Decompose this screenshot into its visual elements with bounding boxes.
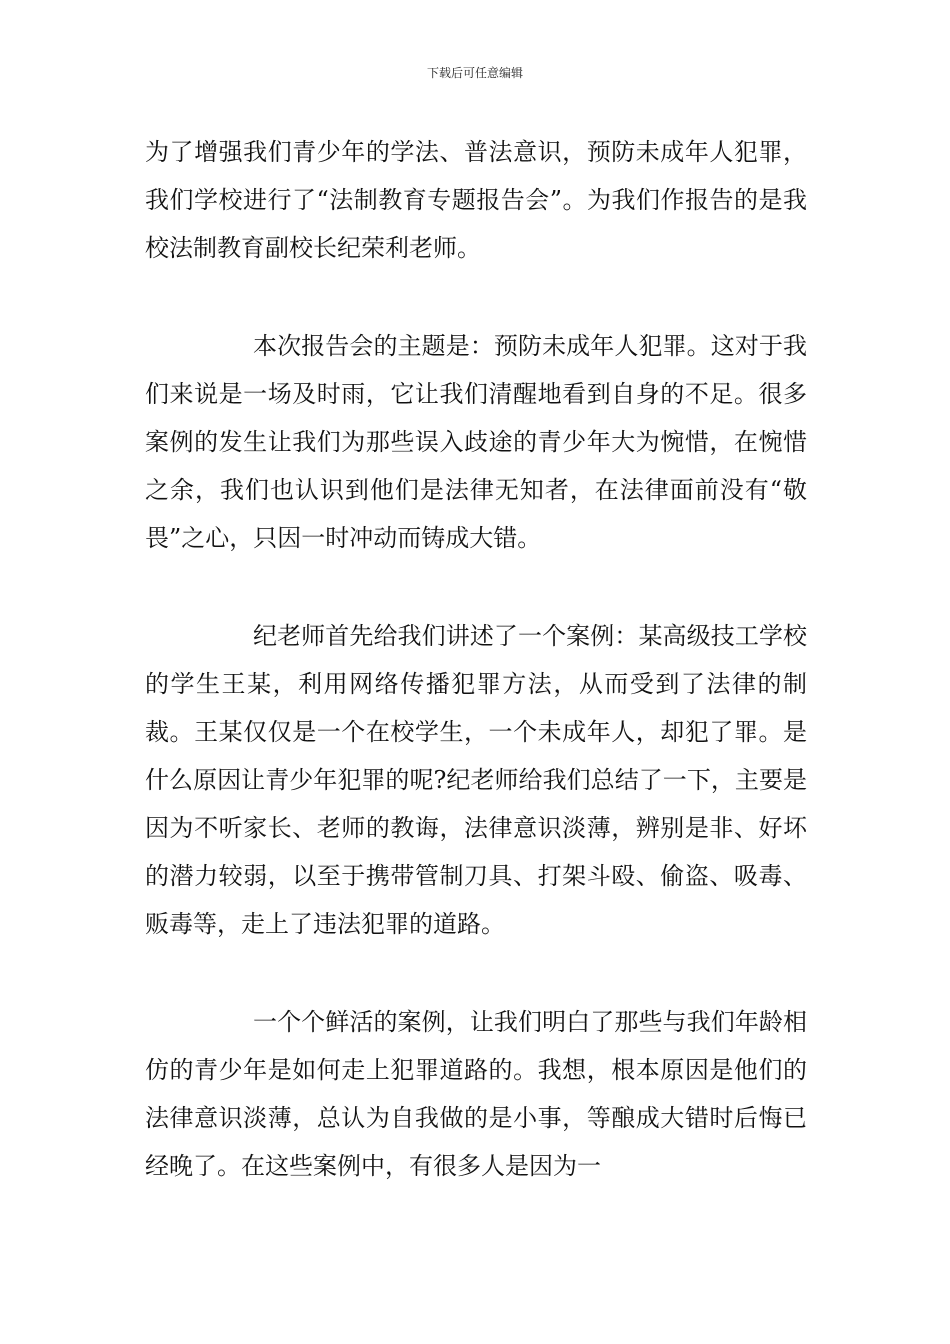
page-header: 下载后可任意编辑 [426,66,523,80]
paragraph-case: 纪老师首先给我们讲述了一个案例：某高级技工学校的学生王某，利用网络传播犯罪方法，从而受到了法律的制裁。王某仅仅是一个在校学生，一个未成年人，却犯了罪。是什么原因让青少年犯罪的呢?纪老师给我们总结了一下，主要是因为不听家长、老师的教诲，法律意识淡薄，辨别是非、好坏的潜力较弱，以至于携带管制刀具、打架斗殴、偷盗、吸毒、贩毒等，走上了违法犯罪的道路。 [145,622,807,938]
paragraph-reflection: 一个个鲜活的案例，让我们明白了那些与我们年龄相仿的青少年是如何走上犯罪道路的。我想，根本原因是他们的法律意识淡薄，总认为自我做的是小事，等酿成大错时后悔已经晚了。在这些案例中，有很多人是因为一 [145,1008,807,1180]
paragraph-intro: 为了增强我们青少年的学法、普法意识，预防未成年人犯罪，我们学校进行了“法制教育专题报告会”。为我们作报告的是我校法制教育副校长纪荣利老师。 [145,138,807,262]
document-body [145,128,807,1240]
paragraph-theme: 本次报告会的主题是：预防未成年人犯罪。这对于我们来说是一场及时雨，它让我们清醒地看到自身的不足。很多案例的发生让我们为那些误入歧途的青少年大为惋惜，在惋惜之余，我们也认识到他们是法律无知者，在法律面前没有“敬畏”之心，只因一时冲动而铸成大错。 [145,332,807,552]
